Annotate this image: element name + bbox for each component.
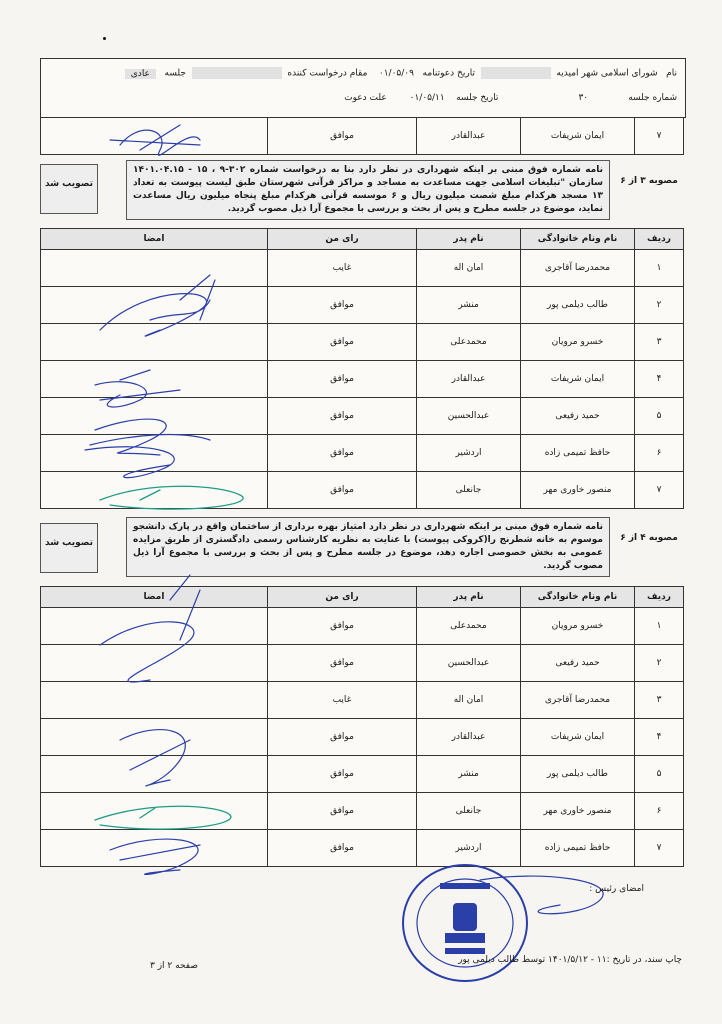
row-index: ۶	[635, 435, 684, 472]
ink-dot	[103, 37, 106, 40]
print-line: چاپ سند، در تاریخ :۱۱ - ۱۴۰۱/۵/۱۲ توسط طالب دیلمی پور	[458, 955, 682, 965]
row-index: ۷	[635, 118, 684, 155]
row-signature-cell	[41, 719, 268, 756]
motion-label: مصوبه	[648, 176, 678, 186]
table-row	[41, 608, 684, 645]
row-father: عبدالقادر	[417, 118, 521, 155]
table-row	[41, 361, 684, 398]
motion-4	[40, 517, 684, 579]
row-vote: موافق	[268, 608, 417, 645]
row-vote: موافق	[268, 756, 417, 793]
row-index: ۷	[635, 472, 684, 509]
row-father: امان اله	[417, 250, 521, 287]
row-vote: موافق	[268, 719, 417, 756]
row-index: ۴	[635, 361, 684, 398]
col-name: نام ونام خانوادگی	[521, 587, 635, 608]
table-row	[41, 287, 684, 324]
row-vote: موافق	[268, 645, 417, 682]
row-name: ایمان شریفات	[521, 361, 635, 398]
motion-text: نامه شماره فوق مبنی بر اینکه شهرداری در نظر دارد بنا به درخواست شماره ۳۰۲-۹ ، ۱۵ - ۱۴۰۱.۰۴.۱۵ سازمان "تبلیغات اسلامی جهت مساعدت به مساجد و مراکز قرآنی شهرستان طبق لیست پیوست به تعداد ۱۳ مسجد هرکدام مبلغ شصت میلیون ریال و ۶ موسسه قرآنی هرکدام مبلغ پنجاه میلیون ریال مساعدت نماید، موضوع در جلسه مطرح و پس از بحث و بررسی با مجموع آرا ذیل مصوب گردید.	[126, 160, 610, 220]
row-father: جانعلی	[417, 472, 521, 509]
motion-index: ۳	[640, 176, 646, 186]
row-signature-cell	[41, 793, 268, 830]
row-index: ۷	[635, 830, 684, 867]
row-vote: غایب	[268, 682, 417, 719]
row-signature-cell	[41, 645, 268, 682]
row-name: خسرو مرویان	[521, 324, 635, 361]
table-row	[41, 324, 684, 361]
row-father: عبدالحسین	[417, 645, 521, 682]
session-type: عادی	[125, 69, 156, 79]
table-header-row	[41, 587, 684, 608]
redacted-field	[192, 67, 282, 79]
row-index: ۳	[635, 324, 684, 361]
vote-table-1	[40, 228, 684, 509]
motion-number	[614, 176, 684, 186]
table-row	[41, 250, 684, 287]
row-name: منصور خاوری مهر	[521, 793, 635, 830]
motion-of: از	[628, 533, 638, 543]
row-vote: موافق	[268, 830, 417, 867]
row-vote: موافق	[268, 435, 417, 472]
row-vote: موافق	[268, 793, 417, 830]
name-label: نام	[666, 68, 677, 79]
row-father: امان اله	[417, 682, 521, 719]
motion-of: از	[628, 176, 638, 186]
col-vote: رای من	[268, 229, 417, 250]
row-index: ۱	[635, 250, 684, 287]
row-father: منشر	[417, 756, 521, 793]
row-signature-cell	[41, 287, 268, 324]
col-index: ردیف	[635, 587, 684, 608]
row-name: حافظ تمیمی زاده	[521, 830, 635, 867]
col-signature: امضا	[41, 587, 268, 608]
table-row	[41, 472, 684, 509]
row-vote: موافق	[268, 324, 417, 361]
motion-index: ۴	[640, 533, 646, 543]
motion-label: مصوبه	[648, 533, 678, 543]
row-father: اردشیر	[417, 830, 521, 867]
row-vote: موافق	[268, 287, 417, 324]
row-name: محمدرضا آقاجری	[521, 682, 635, 719]
col-father: نام پدر	[417, 587, 521, 608]
requester-label: مقام درخواست کننده	[287, 68, 368, 79]
row-index: ۲	[635, 287, 684, 324]
row-index: ۴	[635, 719, 684, 756]
row-index: ۱	[635, 608, 684, 645]
row-father: عبدالقادر	[417, 719, 521, 756]
motion-total: ۶	[620, 533, 626, 543]
row-father: عبدالقادر	[417, 361, 521, 398]
row-father: منشر	[417, 287, 521, 324]
table-header-row	[41, 229, 684, 250]
col-index: ردیف	[635, 229, 684, 250]
session-date-label: تاریخ جلسه	[456, 93, 499, 103]
session-number-label: شماره جلسه	[628, 93, 677, 103]
table-row	[41, 682, 684, 719]
row-name: منصور خاوری مهر	[521, 472, 635, 509]
table-row	[41, 830, 684, 867]
council-stamp	[395, 858, 535, 988]
row-name: ایمان شریفات	[521, 118, 635, 155]
row-name: حافظ تمیمی زاده	[521, 435, 635, 472]
row-signature-cell	[41, 324, 268, 361]
row-name: محمدرضا آقاجری	[521, 250, 635, 287]
invite-reason-label: علت دعوت	[344, 93, 387, 103]
invite-date-label: تاریخ دعوتنامه	[422, 68, 475, 79]
row-name: طالب دیلمی پور	[521, 756, 635, 793]
table-row	[41, 756, 684, 793]
table-row	[41, 118, 684, 155]
row-vote: موافق	[268, 472, 417, 509]
motion-total: ۶	[620, 176, 626, 186]
row-vote: غایب	[268, 250, 417, 287]
row-name: حمید رفیعی	[521, 398, 635, 435]
col-signature: امضا	[41, 229, 268, 250]
row-index: ۵	[635, 398, 684, 435]
session-number: ۳۰	[578, 93, 589, 103]
row-signature-cell	[41, 361, 268, 398]
page-info: صفحه ۲ از ۳	[150, 961, 198, 971]
row-index: ۲	[635, 645, 684, 682]
motion-status: تصویب شد	[40, 523, 98, 573]
row-father: جانعلی	[417, 793, 521, 830]
row-father: محمدعلی	[417, 324, 521, 361]
council-name: شورای اسلامی شهر امیدیه	[556, 68, 658, 79]
previous-table-tail	[40, 117, 684, 155]
row-signature-cell	[41, 435, 268, 472]
table-row	[41, 398, 684, 435]
row-signature-cell	[41, 398, 268, 435]
row-signature-cell	[41, 608, 268, 645]
row-index: ۶	[635, 793, 684, 830]
row-vote: موافق	[268, 361, 417, 398]
row-father: اردشیر	[417, 435, 521, 472]
table-row	[41, 719, 684, 756]
col-vote: رای من	[268, 587, 417, 608]
row-signature-cell	[41, 756, 268, 793]
table-row	[41, 435, 684, 472]
motion-status: تصویب شد	[40, 164, 98, 214]
row-signature-cell	[41, 830, 268, 867]
table-row	[41, 645, 684, 682]
row-name: طالب دیلمی پور	[521, 287, 635, 324]
row-vote: موافق	[268, 398, 417, 435]
table-row	[41, 793, 684, 830]
motion-3	[40, 160, 684, 220]
invite-date: ۰۱/۰۵/۰۹	[378, 68, 414, 79]
row-index: ۵	[635, 756, 684, 793]
col-father: نام پدر	[417, 229, 521, 250]
row-index: ۳	[635, 682, 684, 719]
row-name: ایمان شریفات	[521, 719, 635, 756]
row-signature-cell	[41, 118, 268, 155]
col-name: نام ونام خانوادگی	[521, 229, 635, 250]
motion-number	[614, 533, 684, 543]
row-signature-cell	[41, 682, 268, 719]
motion-text: نامه شماره فوق مبنی بر اینکه شهرداری در نظر دارد امتیاز بهره برداری از ساختمان واقع در پارک دانشجو موسوم به خانه شطرنج را(کروکی پیوست) با عنایت به نظریه کارشناس رسمی دادگستری از طریق مزایده عمومی به بخش خصوصی اجاره دهد، موضوع در جلسه مطرح و پس از بحث و بررسی با مجموع آرا ذیل مصوب گردید.	[126, 517, 610, 577]
row-signature-cell	[41, 472, 268, 509]
session-header	[40, 58, 686, 118]
session-date: ۰۱/۰۵/۱۱	[409, 93, 445, 103]
redacted-field	[481, 67, 551, 79]
row-signature-cell	[41, 250, 268, 287]
vote-table-2	[40, 586, 684, 867]
row-father: محمدعلی	[417, 608, 521, 645]
row-name: حمید رفیعی	[521, 645, 635, 682]
row-father: عبدالحسین	[417, 398, 521, 435]
session-label: جلسه	[164, 68, 186, 79]
row-name: خسرو مرویان	[521, 608, 635, 645]
row-vote: موافق	[268, 118, 417, 155]
chairman-signature-label: امضای رئیس :	[589, 884, 644, 894]
